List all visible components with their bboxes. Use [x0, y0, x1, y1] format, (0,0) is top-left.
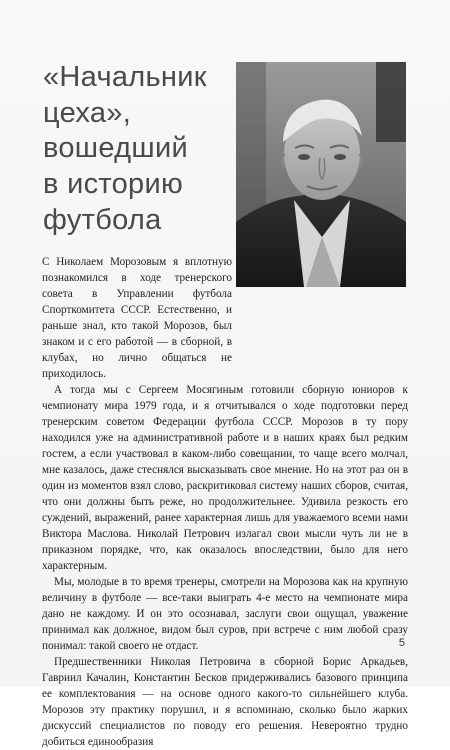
body-text: [42, 254, 408, 750]
chapter-title-line-1: «Начальник: [43, 61, 207, 93]
chapter-title-line-2: цеха»,: [43, 96, 132, 129]
chapter-title-line-4: в историю: [43, 167, 184, 200]
paragraph-1: С Николаем Морозовым я вплотную познакомился в ходе тренерского совета в Управлении футбола Спорткомитета СССР. Естественно, и раньше знал, кто такой Морозов, был знаком и с его работой — в сборной, в клубах, но лично общаться не приходилось.: [42, 256, 232, 381]
chapter-title-line-5: футбола: [43, 203, 162, 236]
chapter-title: [43, 60, 233, 238]
page-number: 5: [398, 637, 405, 649]
paragraph-3: Мы, молодые в то время тренеры, смотрели на Морозова как на крупную величину в футболе — все-таки выиграть 4-е место на чемпионате мира дано не каждому. И он это осознавал, заслуги свои ощущал, уважение принимал как должное, видом был суров, при встрече с ним любой сразу понимал: такой своего не отдаст.: [42, 576, 408, 653]
chapter-title-line-3: вошедший: [43, 132, 188, 165]
paragraph-4: Предшественники Николая Петровича в сборной Борис Аркадьев, Гавриил Качалин, Константин Бесков придерживались базового принципа ее комплектования — на основе одного какого-то сильнейшего клуба. Морозов эту практику порушил, и я вспоминаю, сколько было жарких дискуссий специалистов по поводу его решения. Невероятно трудно добиться единообразия: [42, 656, 408, 749]
paragraph-2: А тогда мы с Сергеем Мосягиным готовили сборную юниоров к чемпионату мира 1979 года, и я отчитывался о ходе подготовки перед тренерским советом Федерации футбола СССР. Морозов в ту пору находился уже на административной работе и в наших краях был редким гостем, а если участвовал в каком-либо совещании, то чаще всего молчал, мне казалось, даже стеснялся высказывать свое мнение. Но на этот раз он в один из моментов взял слово, раскритиковал систему наших сборов, считая, что они должны быть реже, но продолжительнее. Удивила резкость его суждений, выражений, ранее характерная лишь для уважаемого всеми нами Виктора Маслова. Николай Петрович излагал свои мысли чуть ли не в приказном порядке, что, как оказалось впоследствии, было для него характерным.: [42, 384, 408, 573]
